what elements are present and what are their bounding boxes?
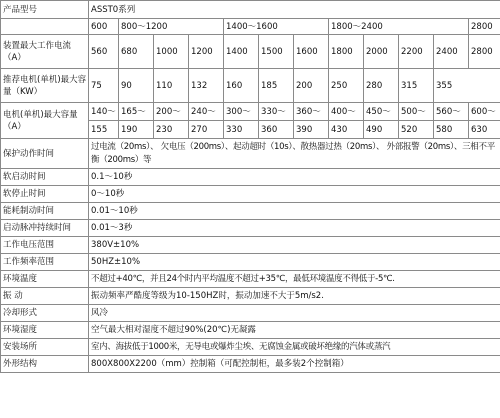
table-row: [1, 237, 500, 254]
current-value: 2800: [469, 35, 500, 69]
motor-value-bottom: 230: [154, 121, 189, 139]
power-value: 185: [259, 69, 294, 103]
current-value: 1000: [154, 35, 189, 69]
model-label: 产品型号: [1, 1, 89, 19]
power-label: 推荐电机(单机)最大容量（KW）: [1, 69, 89, 103]
power-value: 355: [434, 69, 500, 103]
table-row: [1, 305, 500, 322]
row-value: 0.01～3秒: [89, 220, 500, 237]
motor-value-bottom: 270: [189, 121, 224, 139]
row-label: 软停止时间: [1, 186, 89, 203]
current-value: 1400: [224, 35, 259, 69]
motor-value-top: 600～: [469, 103, 500, 121]
row-label: 外形结构: [1, 356, 89, 373]
table-row: [1, 254, 500, 271]
row-label: 能耗制动时间: [1, 203, 89, 220]
row-label: 启动脉冲持续时间: [1, 220, 89, 237]
row-label: 振 动: [1, 288, 89, 305]
table-row: [1, 220, 500, 237]
table-row: [1, 35, 500, 69]
row-value: 空气最大相对湿度不超过90%(20℃)无凝露: [89, 322, 500, 339]
table-row: [1, 356, 500, 373]
row-label: 保护动作时间: [1, 139, 89, 169]
motor-value-bottom: 430: [329, 121, 364, 139]
row-value: 800X800X2200（mm）控制箱（可配控制柜，最多装2个控制箱）: [89, 356, 500, 373]
table-row: [1, 19, 500, 35]
model-series: ASST0系列: [89, 1, 500, 19]
motor-value-top: 500～: [399, 103, 434, 121]
motor-value-top: 330～: [259, 103, 294, 121]
power-value: 90: [119, 69, 154, 103]
range-cell: 600: [89, 19, 119, 35]
table-row: [1, 322, 500, 339]
row-value: 0.1～10秒: [89, 169, 500, 186]
motor-label: 电机(单机)最大容量（A）: [1, 103, 89, 139]
table-row: [1, 271, 500, 288]
row-value: 0.01～10秒: [89, 203, 500, 220]
row-value: 过电流（20ms）、 欠电压（200ms）、起动超时（10s）、散热器过热（20ms）、 外部报警（20ms）、三相不平衡（200ms）等: [89, 139, 500, 169]
motor-value-bottom: 580: [434, 121, 469, 139]
row-value: 振动频率严酷度等级为10-150HZ时，振动加速不大于5m/s2.: [89, 288, 500, 305]
row-value: 风冷: [89, 305, 500, 322]
motor-value-top: 200～: [154, 103, 189, 121]
range-label-empty: [1, 19, 89, 35]
motor-value-bottom: 155: [89, 121, 119, 139]
motor-value-top: 450～: [364, 103, 399, 121]
row-value: 不超过+40℃，并且24个时内平均温度不超过+35℃，最低环境温度不得低于-5℃.: [89, 271, 500, 288]
table-row: [1, 69, 500, 103]
row-value: 50HZ±10%: [89, 254, 500, 271]
motor-value-bottom: 190: [119, 121, 154, 139]
motor-value-top: 165～: [119, 103, 154, 121]
motor-value-bottom: 390: [294, 121, 329, 139]
motor-value-top: 360～: [294, 103, 329, 121]
power-value: 75: [89, 69, 119, 103]
row-value: 380V±10%: [89, 237, 500, 254]
current-value: 2000: [364, 35, 399, 69]
table-row: [1, 288, 500, 305]
table-row: [1, 1, 500, 19]
row-label: 工作电压范围: [1, 237, 89, 254]
motor-value-bottom: 490: [364, 121, 399, 139]
current-value: 680: [119, 35, 154, 69]
motor-value-bottom: 630: [469, 121, 500, 139]
motor-value-top: 300～: [224, 103, 259, 121]
row-label: 冷却形式: [1, 305, 89, 322]
range-cell: 800～1200: [119, 19, 224, 35]
power-value: 250: [329, 69, 364, 103]
row-label: 安装场所: [1, 339, 89, 356]
current-value: 2200: [399, 35, 434, 69]
table-row: [1, 169, 500, 186]
current-value: 560: [89, 35, 119, 69]
motor-value-top: 240～: [189, 103, 224, 121]
row-label: 环境温度: [1, 271, 89, 288]
table-row: [1, 339, 500, 356]
power-value: 132: [189, 69, 224, 103]
table-row: [1, 139, 500, 169]
current-value: 1600: [294, 35, 329, 69]
motor-value-top: 560～: [434, 103, 469, 121]
motor-value-bottom: 360: [259, 121, 294, 139]
motor-value-bottom: 520: [399, 121, 434, 139]
power-value: 160: [224, 69, 259, 103]
power-value: 200: [294, 69, 329, 103]
power-value: 280: [364, 69, 399, 103]
table-row: [1, 186, 500, 203]
motor-value-top: 400～: [329, 103, 364, 121]
row-label: 环境湿度: [1, 322, 89, 339]
range-cell: 1800～2400: [329, 19, 469, 35]
power-value: 110: [154, 69, 189, 103]
table-row: [1, 203, 500, 220]
current-value: 1200: [189, 35, 224, 69]
current-value: 2400: [434, 35, 469, 69]
current-value: 1800: [329, 35, 364, 69]
motor-value-top: 140～: [89, 103, 119, 121]
current-value: 1500: [259, 35, 294, 69]
row-label: 软启动时间: [1, 169, 89, 186]
row-value: 0～10秒: [89, 186, 500, 203]
power-value: 315: [399, 69, 434, 103]
row-label: 工作频率范围: [1, 254, 89, 271]
range-cell: 1400～1600: [224, 19, 329, 35]
table-row: [1, 103, 500, 121]
motor-value-bottom: 330: [224, 121, 259, 139]
row-value: 室内、海拔低于1000米，无导电或爆炸尘埃、无腐蚀金属或破坏绝缘的汽体或蒸汽: [89, 339, 500, 356]
range-cell: 2800: [469, 19, 500, 35]
current-label: 装置最大工作电流（A）: [1, 35, 89, 69]
